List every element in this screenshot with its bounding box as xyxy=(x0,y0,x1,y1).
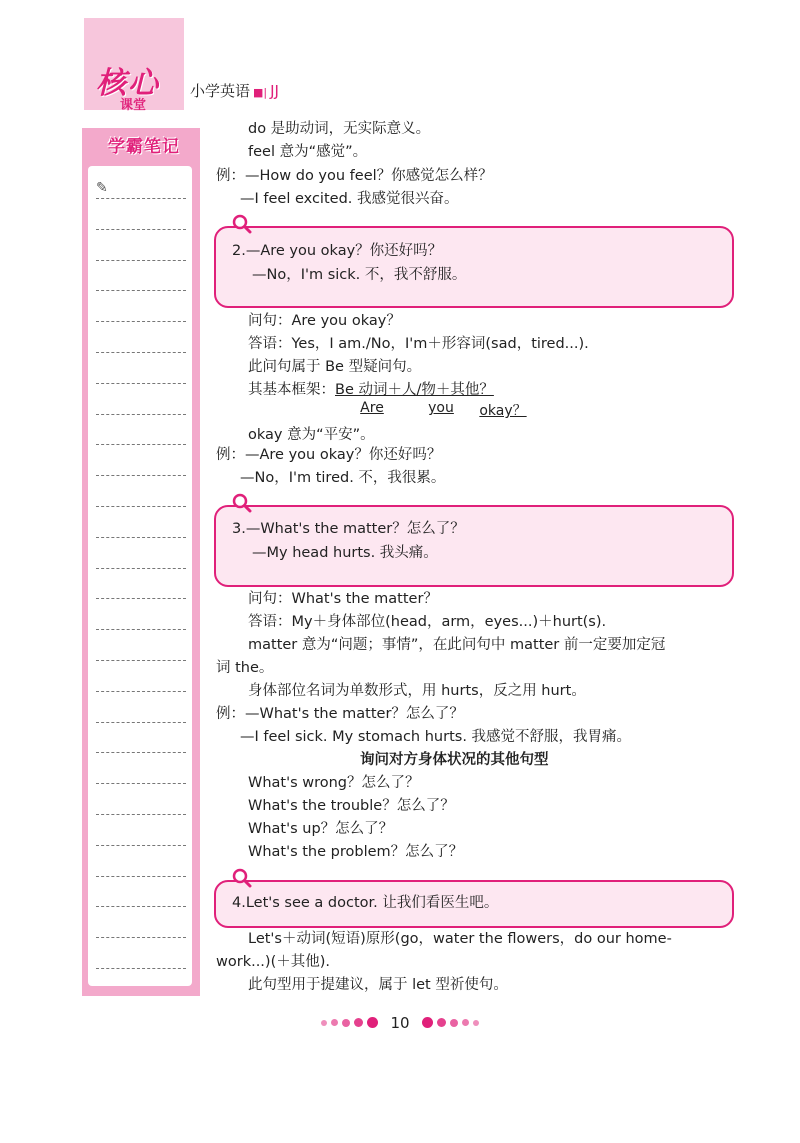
pattern-line: What's the trouble？怎么了？ xyxy=(248,798,455,814)
example-line: 例：—Are you okay？你还好吗？ xyxy=(216,447,442,463)
dot-decoration xyxy=(342,1019,350,1027)
frame-example-okay: okay？ xyxy=(479,403,527,419)
note-line xyxy=(96,229,186,230)
text-line: 答语：My＋身体部位(head，arm，eyes...)＋hurt(s). xyxy=(248,614,607,630)
dot-decoration xyxy=(331,1019,338,1026)
text-line: 问句：What's the matter？ xyxy=(248,591,438,607)
notes-panel xyxy=(88,166,192,986)
note-line xyxy=(96,906,186,907)
frame-formula: Be 动词＋人/物＋其他？ xyxy=(335,382,494,398)
dot-decoration xyxy=(450,1019,458,1027)
box-question: 2.—Are you okay？你还好吗？ xyxy=(232,243,443,259)
box-sentence: 4.Let's see a doctor. 让我们看医生吧。 xyxy=(232,895,499,911)
pencil-icon: ✎ xyxy=(96,180,108,196)
pattern-line: What's the problem？怎么了？ xyxy=(248,844,464,860)
logo-title: 核心 xyxy=(96,66,160,101)
pattern-line: What's wrong？怎么了？ xyxy=(248,775,420,791)
separator-icon: ■| xyxy=(253,86,268,99)
header-subject xyxy=(190,80,279,101)
note-line xyxy=(96,383,186,384)
page-number: 10 xyxy=(390,1013,410,1032)
edition-code: JJ xyxy=(270,82,279,100)
text-line: 词 the。 xyxy=(216,660,274,676)
note-line xyxy=(96,845,186,846)
logo-subtitle: 课堂 xyxy=(120,98,147,113)
note-line xyxy=(96,629,186,630)
note-line xyxy=(96,568,186,569)
note-line xyxy=(96,876,186,877)
example-line: 例：—What's the matter？怎么了？ xyxy=(216,706,464,722)
text-line: Let's＋动词(短语)原形(go，water the flowers，do our home- xyxy=(248,931,672,947)
text-line: okay 意为“平安”。 xyxy=(248,427,375,443)
frame-prefix: 其基本框架： xyxy=(248,382,335,398)
page-footer xyxy=(0,1012,800,1032)
note-line xyxy=(96,660,186,661)
frame-line xyxy=(248,379,494,401)
note-line xyxy=(96,475,186,476)
note-line xyxy=(96,414,186,415)
box-answer: —My head hurts. 我头痛。 xyxy=(252,545,438,561)
frame-example-you: you xyxy=(428,400,454,416)
note-line xyxy=(96,691,186,692)
note-line xyxy=(96,290,186,291)
box-answer: —No，I'm sick. 不，我不舒服。 xyxy=(252,267,467,283)
dot-decoration xyxy=(321,1020,327,1026)
dot-decoration xyxy=(437,1018,446,1027)
text-line: 问句：Are you okay？ xyxy=(248,313,401,329)
example-line: —No，I'm tired. 不，我很累。 xyxy=(240,470,446,486)
magnifier-icon xyxy=(232,493,252,513)
text-line: matter 意为“问题；事情”，在此问句中 matter 前一定要加定冠 xyxy=(248,637,666,653)
subject-label: 小学英语 xyxy=(190,82,251,100)
note-line xyxy=(96,260,186,261)
dot-decoration xyxy=(462,1019,469,1026)
example-line: —I feel sick. My stomach hurts. 我感觉不舒服，我胃痛。 xyxy=(240,729,632,745)
note-line xyxy=(96,198,186,199)
example-line: 例：—How do you feel？你感觉怎么样？ xyxy=(216,168,493,184)
text-line: 此问句属于 Be 型疑问句。 xyxy=(248,359,422,375)
note-line xyxy=(96,937,186,938)
note-line xyxy=(96,968,186,969)
frame-example-are: Are xyxy=(360,400,384,416)
note-line xyxy=(96,752,186,753)
text-line: 答语：Yes，I am./No，I'm＋形容词(sad，tired...). xyxy=(248,336,589,352)
note-line xyxy=(96,352,186,353)
dot-decoration xyxy=(367,1017,378,1028)
note-line xyxy=(96,506,186,507)
text-line: 身体部位名词为单数形式，用 hurts，反之用 hurt。 xyxy=(248,683,586,699)
section-heading: 询问对方身体状况的其他句型 xyxy=(360,752,549,768)
pattern-line: What's up？怎么了？ xyxy=(248,821,394,837)
note-line xyxy=(96,722,186,723)
magnifier-icon xyxy=(232,868,252,888)
dot-decoration xyxy=(473,1020,479,1026)
text-line: 此句型用于提建议，属于 let 型祈使句。 xyxy=(248,977,508,993)
magnifier-icon xyxy=(232,214,252,234)
text-line: feel 意为“感觉”。 xyxy=(248,144,368,160)
note-line xyxy=(96,783,186,784)
note-line xyxy=(96,537,186,538)
sidebar-title: 学霸笔记 xyxy=(108,137,180,157)
note-line xyxy=(96,598,186,599)
text-line: do 是助动词，无实际意义。 xyxy=(248,121,431,137)
note-line xyxy=(96,814,186,815)
note-line xyxy=(96,444,186,445)
dot-decoration xyxy=(354,1018,363,1027)
note-line xyxy=(96,321,186,322)
text-line: work...)(＋其他). xyxy=(216,954,330,970)
dot-decoration xyxy=(422,1017,433,1028)
example-line: —I feel excited. 我感觉很兴奋。 xyxy=(240,191,459,207)
box-question: 3.—What's the matter？怎么了？ xyxy=(232,521,465,537)
